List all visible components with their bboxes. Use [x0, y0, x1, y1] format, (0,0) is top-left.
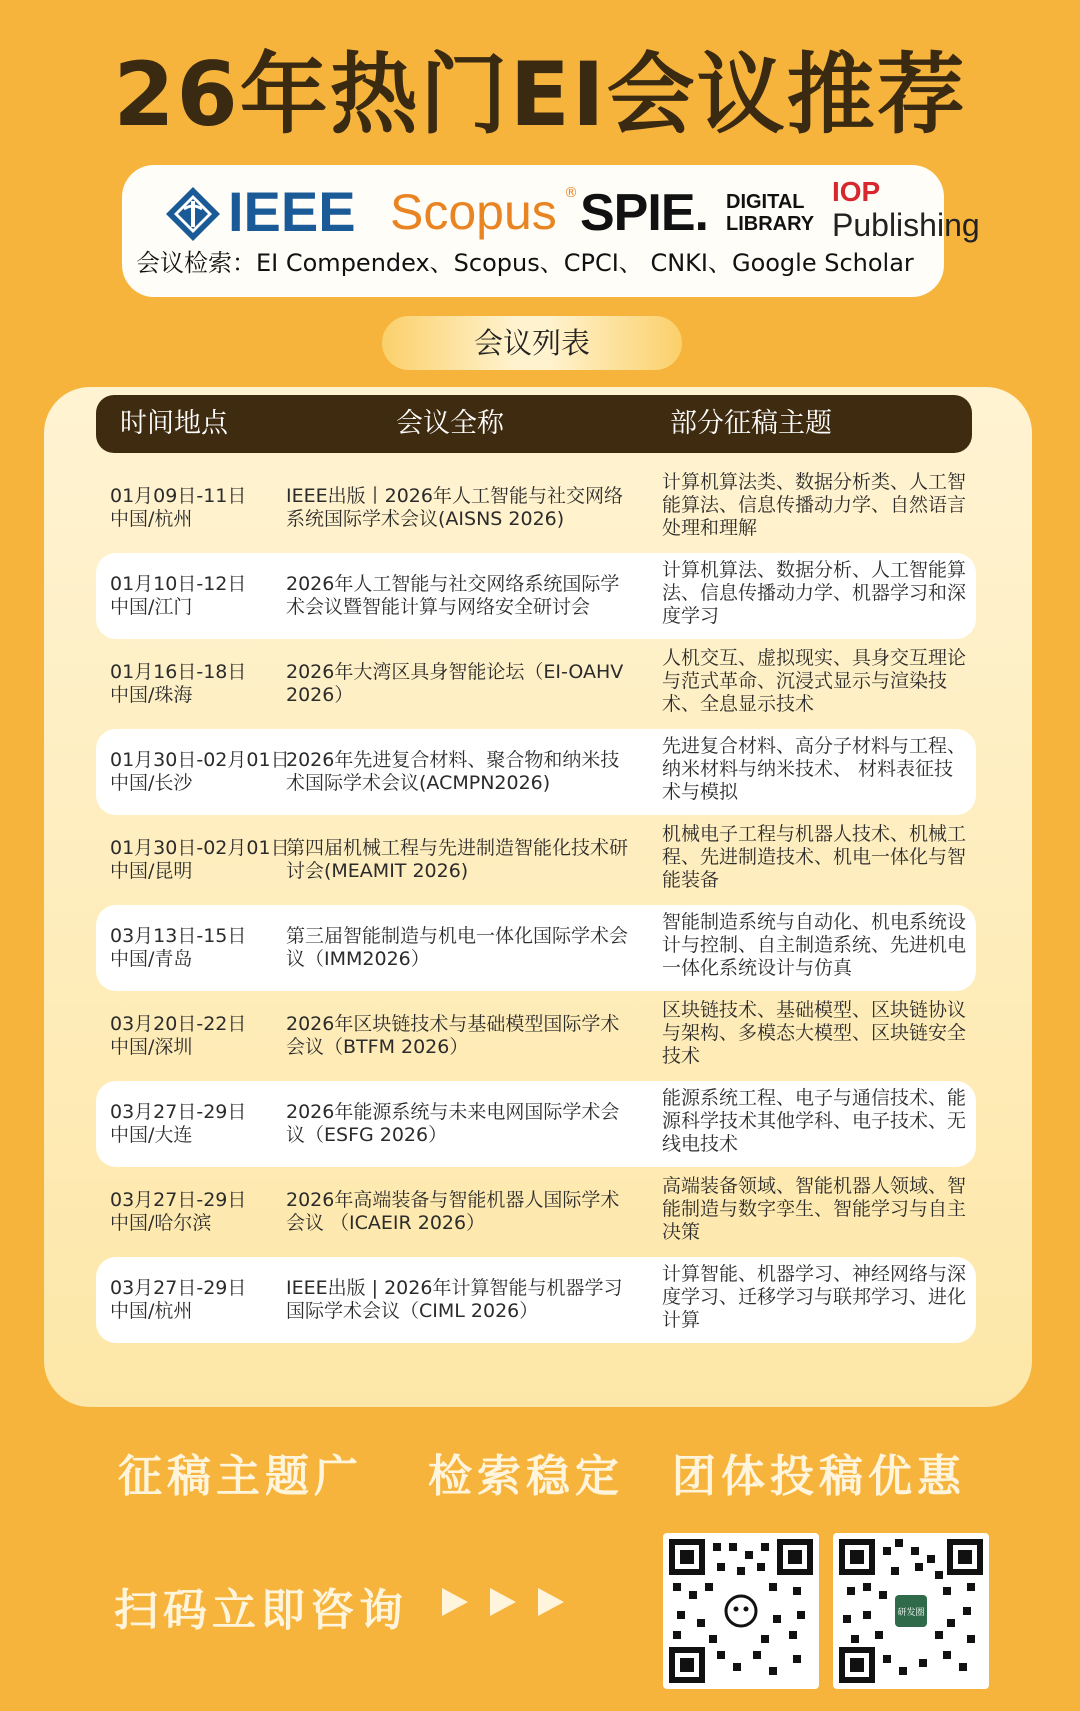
row-date: 01月30日-02月01日 — [110, 837, 290, 859]
row-conference-name: 第四届机械工程与先进制造智能化技术研讨会(MEAMIT 2026) — [286, 837, 629, 882]
row-topics: 能源系统工程、电子与通信技术、能源科学技术其他学科、电子技术、无线电技术 — [662, 1087, 967, 1155]
row-place: 中国/昆明 — [110, 860, 193, 882]
row-conference-name: 2026年能源系统与未来电网国际学术会议（ESFG 2026） — [286, 1101, 620, 1146]
table-row[interactable] — [96, 1169, 976, 1255]
row-place: 中国/深圳 — [110, 1036, 193, 1058]
table-header — [96, 395, 972, 453]
row-place: 中国/大连 — [110, 1124, 193, 1146]
row-topics: 智能制造系统与自动化、机电系统设计与控制、自主制造系统、先进机电一体化系统设计与仿真 — [662, 911, 967, 979]
scopus-logo-text: Scopus — [390, 184, 557, 240]
conference-list-label: 会议列表 — [382, 316, 682, 370]
qr-code-icon — [669, 1539, 813, 1683]
column-header-name: 会议全称 — [396, 408, 504, 439]
spie-logo-text: SPIE. — [580, 184, 708, 242]
row-topics: 区块链技术、基础模型、区块链协议与架构、多模态大模型、区块链安全技术 — [662, 999, 967, 1067]
row-topics: 机械电子工程与机器人技术、机械工程、先进制造技术、机电一体化与智能装备 — [662, 823, 967, 891]
slogan-bar — [0, 1440, 1080, 1500]
slogan-group-discount: 团体投稿优惠 — [672, 1451, 966, 1502]
ieee-logo-text: IEEE — [228, 180, 356, 243]
row-topics: 计算机算法、数据分析、人工智能算法、信息传播动力学、机器学习和深度学习 — [662, 559, 967, 627]
table-row[interactable] — [96, 817, 976, 903]
row-date: 03月27日-29日 — [110, 1189, 247, 1211]
account-qr-code[interactable] — [833, 1533, 989, 1689]
row-conference-name: 2026年先进复合材料、聚合物和纳米技术国际学术会议(ACMPN2026) — [286, 749, 620, 794]
row-date: 03月20日-22日 — [110, 1013, 247, 1035]
page-title: 26年热门EI会议推荐 — [113, 43, 967, 146]
row-topics: 先进复合材料、高分子材料与工程、纳米材料与纳米技术、 材料表征技术与模拟 — [662, 735, 967, 803]
row-place: 中国/杭州 — [110, 508, 193, 530]
row-place: 中国/江门 — [110, 596, 193, 618]
row-topics: 计算智能、机器学习、神经网络与深度学习、迁移学习与联邦学习、进化计算 — [662, 1263, 967, 1331]
row-conference-name: 第三届智能制造与机电一体化国际学术会议（IMM2026） — [286, 925, 629, 970]
row-conference-name: 2026年高端装备与智能机器人国际学术会议 （ICAEIR 2026） — [286, 1189, 620, 1234]
row-date: 03月13日-15日 — [110, 925, 247, 947]
scan-consult-text: 扫码立即咨询 — [114, 1585, 408, 1636]
row-conference-name: 2026年大湾区具身智能论坛（EI-OAHV 2026） — [286, 661, 624, 706]
row-place: 中国/长沙 — [110, 772, 193, 794]
table-row[interactable] — [96, 1081, 976, 1167]
table-row[interactable] — [96, 1257, 976, 1343]
column-header-time: 时间地点 — [120, 408, 228, 439]
ieee-diamond-icon — [164, 185, 222, 243]
table-row[interactable] — [96, 641, 976, 727]
qr-code-icon — [839, 1539, 983, 1683]
row-place: 中国/珠海 — [110, 684, 193, 706]
row-place: 中国/青岛 — [110, 948, 193, 970]
row-date: 01月10日-12日 — [110, 573, 247, 595]
logo-panel — [122, 165, 980, 297]
row-conference-name: IEEE出版丨2026年人工智能与社交网络系统国际学术会议(AISNS 2026) — [286, 485, 623, 530]
registered-mark-icon: ® — [564, 185, 578, 201]
slogan-topics: 征稿主题广 — [118, 1451, 363, 1502]
row-conference-name: 2026年人工智能与社交网络系统国际学术会议暨智能计算与网络安全研讨会 — [286, 573, 620, 618]
table-row[interactable] — [96, 993, 976, 1079]
digital-library-text: DIGITAL LIBRARY — [726, 191, 815, 235]
row-conference-name: IEEE出版 | 2026年计算智能与机器学习国际学术会议（CIML 2026） — [286, 1277, 623, 1322]
row-place: 中国/杭州 — [110, 1300, 193, 1322]
table-row[interactable] — [96, 729, 976, 815]
row-conference-name: 2026年区块链技术与基础模型国际学术会议（BTFM 2026） — [286, 1013, 620, 1058]
qr-badge-text: 研发圈 — [897, 1608, 925, 1618]
wechat-qr-code[interactable] — [663, 1533, 819, 1689]
row-place: 中国/哈尔滨 — [110, 1212, 212, 1234]
index-databases: 会议检索：EI Compendex、Scopus、CPCI、 CNKI、Google Scholar — [136, 249, 914, 277]
conference-table — [44, 387, 1032, 1407]
play-arrows-icon — [440, 1584, 570, 1620]
table-row[interactable] — [96, 553, 976, 639]
iop-logo-text: IOP — [832, 176, 881, 207]
table-row[interactable] — [96, 905, 976, 991]
column-header-topics: 部分征稿主题 — [670, 408, 832, 439]
row-date: 01月30日-02月01日 — [110, 749, 290, 771]
table-row[interactable] — [96, 465, 976, 551]
row-topics: 高端装备领域、智能机器人领域、智能制造与数字孪生、智能学习与自主决策 — [662, 1175, 967, 1243]
row-date: 03月27日-29日 — [110, 1101, 247, 1123]
row-topics: 计算机算法类、数据分析类、人工智能算法、信息传播动力学、自然语言处理和理解 — [662, 471, 967, 539]
row-date: 03月27日-29日 — [110, 1277, 247, 1299]
row-date: 01月16日-18日 — [110, 661, 247, 683]
slogan-indexing: 检索稳定 — [428, 1451, 624, 1502]
row-date: 01月09日-11日 — [110, 485, 247, 507]
publisher-logos — [152, 176, 980, 249]
publishing-logo-text: Publishing — [832, 207, 980, 243]
row-topics: 人机交互、虚拟现实、具身交互理论与范式革命、沉浸式显示与渲染技术、全息显示技术 — [662, 647, 967, 715]
